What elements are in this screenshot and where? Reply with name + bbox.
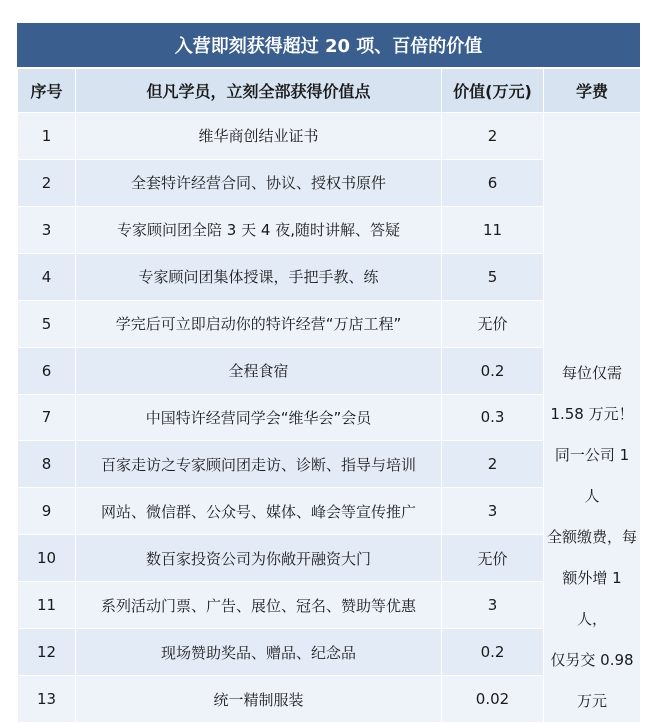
row-value: 6	[442, 159, 544, 206]
row-number: 6	[18, 347, 76, 394]
row-benefit: 系列活动门票、广告、展位、冠名、赞助等优惠	[76, 582, 442, 629]
value-table-panel	[17, 23, 640, 723]
table-row	[18, 113, 641, 160]
row-number: 1	[18, 113, 76, 160]
row-value: 0.02	[442, 676, 544, 723]
value-table	[17, 68, 641, 723]
fee-cell	[544, 113, 641, 723]
row-value: 无价	[442, 535, 544, 582]
header-item: 但凡学员，立刻全部获得价值点	[76, 69, 442, 113]
row-number: 10	[18, 535, 76, 582]
row-number: 13	[18, 676, 76, 723]
row-number: 7	[18, 394, 76, 441]
row-number: 12	[18, 629, 76, 676]
fee-line: 仅另交 0.98	[550, 651, 634, 669]
row-number: 2	[18, 159, 76, 206]
fee-line: 额外增 1 人，	[562, 569, 622, 628]
row-value: 3	[442, 582, 544, 629]
row-number: 8	[18, 441, 76, 488]
fee-line: 全额缴费，每	[546, 528, 637, 546]
row-number: 5	[18, 300, 76, 347]
row-value: 0.2	[442, 347, 544, 394]
header-value: 价值(万元)	[442, 69, 544, 113]
header-no: 序号	[18, 69, 76, 113]
row-benefit: 全程食宿	[76, 347, 442, 394]
row-number: 9	[18, 488, 76, 535]
header-fee: 学费	[544, 69, 641, 113]
row-benefit: 专家顾问团全陪 3 天 4 夜,随时讲解、答疑	[76, 206, 442, 253]
fee-line: 同一公司 1 人	[554, 446, 630, 505]
row-value: 2	[442, 441, 544, 488]
row-benefit: 网站、微信群、公众号、媒体、峰会等宣传推广	[76, 488, 442, 535]
row-value: 2	[442, 113, 544, 160]
row-benefit: 现场赞助奖品、赠品、纪念品	[76, 629, 442, 676]
row-value: 11	[442, 206, 544, 253]
row-value: 0.2	[442, 629, 544, 676]
row-benefit: 中国特许经营同学会“维华会”会员	[76, 394, 442, 441]
row-benefit: 专家顾问团集体授课，手把手教、练	[76, 253, 442, 300]
row-benefit: 百家走访之专家顾问团走访、诊断、指导与培训	[76, 441, 442, 488]
fee-line: 1.58 万元！	[550, 405, 634, 423]
row-value: 5	[442, 253, 544, 300]
row-benefit: 维华商创结业证书	[76, 113, 442, 160]
header-row	[18, 69, 641, 113]
row-benefit: 统一精制服装	[76, 676, 442, 723]
row-number: 11	[18, 582, 76, 629]
row-benefit: 数百家投资公司为你敞开融资大门	[76, 535, 442, 582]
row-benefit: 学完后可立即启动你的特许经营“万店工程”	[76, 300, 442, 347]
fee-line: 万元	[576, 692, 607, 710]
table-body	[18, 113, 641, 723]
row-value: 3	[442, 488, 544, 535]
row-number: 4	[18, 253, 76, 300]
row-number: 3	[18, 206, 76, 253]
row-benefit: 全套特许经营合同、协议、授权书原件	[76, 159, 442, 206]
fee-line: 每位仅需	[561, 364, 622, 382]
table-title: 入营即刻获得超过 20 项、百倍的价值	[17, 23, 640, 68]
row-value: 无价	[442, 300, 544, 347]
row-value: 0.3	[442, 394, 544, 441]
